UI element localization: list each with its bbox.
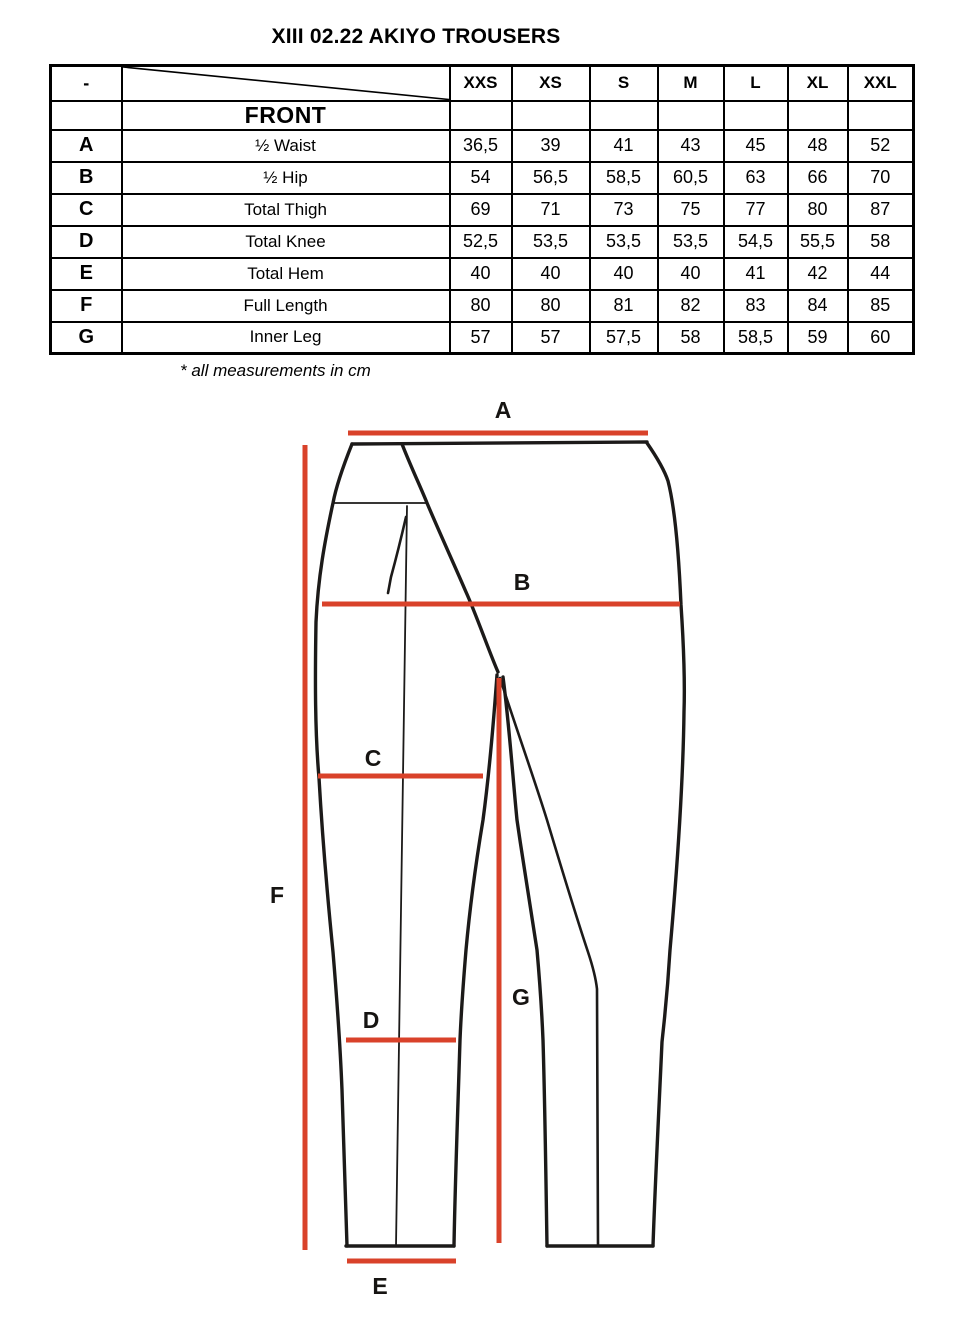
left-outer-seam [315,444,352,1246]
label-B: B [513,569,531,595]
cell-C-xxs: 69 [450,194,512,226]
size-header-xs: XS [512,66,590,101]
cell-G-xxl: 60 [848,322,914,354]
cell-G-xs: 57 [512,322,590,354]
cell-D-m: 53,5 [658,226,724,258]
cell-A-m: 43 [658,130,724,162]
cell-D-s: 53,5 [590,226,658,258]
row-letter: F [51,290,122,322]
measurement-lines [305,433,680,1261]
label-D: D [362,1007,380,1033]
size-header-xxl: XXL [848,66,914,101]
size-header-m: M [658,66,724,101]
cell-C-xxl: 87 [848,194,914,226]
cell-E-xs: 40 [512,258,590,290]
label-F: F [269,882,285,908]
cell-D-xxl: 58 [848,226,914,258]
cell-A-xxs: 36,5 [450,130,512,162]
cell-F-s: 81 [590,290,658,322]
cell-F-xxs: 80 [450,290,512,322]
cell-B-xxl: 70 [848,162,914,194]
size-header-xl: XL [788,66,848,101]
corner-dash-cell: - [51,66,122,101]
cell-C-s: 73 [590,194,658,226]
cell-A-l: 45 [724,130,788,162]
pocket-dart-curve [388,517,406,593]
left-inner-seam [454,675,497,1246]
cell-F-l: 83 [724,290,788,322]
row-label: Total Thigh [122,194,450,226]
row-label: Inner Leg [122,322,450,354]
row-letter: C [51,194,122,226]
size-header-xxs: XXS [450,66,512,101]
row-label: Full Length [122,290,450,322]
row-letter: E [51,258,122,290]
page-title: XIII 02.22 AKIYO TROUSERS [271,25,561,48]
cell-A-xxl: 52 [848,130,914,162]
cell-G-xxs: 57 [450,322,512,354]
row-label: ½ Hip [122,162,450,194]
cell-B-xl: 66 [788,162,848,194]
right-inner-seam [503,677,547,1246]
waist-top-line [352,442,647,444]
row-letter: B [51,162,122,194]
cell-A-xl: 48 [788,130,848,162]
cell-G-xl: 59 [788,322,848,354]
cell-B-xs: 56,5 [512,162,590,194]
cell-C-m: 75 [658,194,724,226]
cell-G-l: 58,5 [724,322,788,354]
cell-E-l: 41 [724,258,788,290]
cell-D-xl: 55,5 [788,226,848,258]
row-letter: D [51,226,122,258]
cell-A-s: 41 [590,130,658,162]
row-letter: A [51,130,122,162]
cell-G-m: 58 [658,322,724,354]
front-view-label: FRONT [122,101,450,130]
cell-B-l: 63 [724,162,788,194]
cell-E-m: 40 [658,258,724,290]
label-G: G [512,984,530,1010]
cell-F-xl: 84 [788,290,848,322]
size-header-s: S [590,66,658,101]
cell-E-xxs: 40 [450,258,512,290]
cell-F-m: 82 [658,290,724,322]
cell-D-xs: 53,5 [512,226,590,258]
cell-C-l: 77 [724,194,788,226]
label-E: E [372,1273,388,1299]
measurement-labels [270,397,530,1299]
size-header-l: L [724,66,788,101]
row-label: Total Hem [122,258,450,290]
row-label: ½ Waist [122,130,450,162]
label-C: C [364,745,382,771]
right-outer-seam [647,443,684,1246]
cell-D-l: 54,5 [724,226,788,258]
row-label: Total Knee [122,226,450,258]
cell-B-s: 58,5 [590,162,658,194]
cell-C-xs: 71 [512,194,590,226]
cell-C-xl: 80 [788,194,848,226]
cell-E-xxl: 44 [848,258,914,290]
wrap-front-curve [500,678,598,1246]
cell-E-xl: 42 [788,258,848,290]
row-letter: G [51,322,122,354]
cell-B-xxs: 54 [450,162,512,194]
cell-B-m: 60,5 [658,162,724,194]
measurements-footnote: * all measurements in cm [180,361,371,380]
left-leg-crease [396,506,407,1246]
cell-F-xs: 80 [512,290,590,322]
wrap-front-diagonal [402,444,498,672]
cell-G-s: 57,5 [590,322,658,354]
label-A: A [494,397,512,423]
cell-A-xs: 39 [512,130,590,162]
cell-E-s: 40 [590,258,658,290]
cell-F-xxl: 85 [848,290,914,322]
cell-D-xxs: 52,5 [450,226,512,258]
